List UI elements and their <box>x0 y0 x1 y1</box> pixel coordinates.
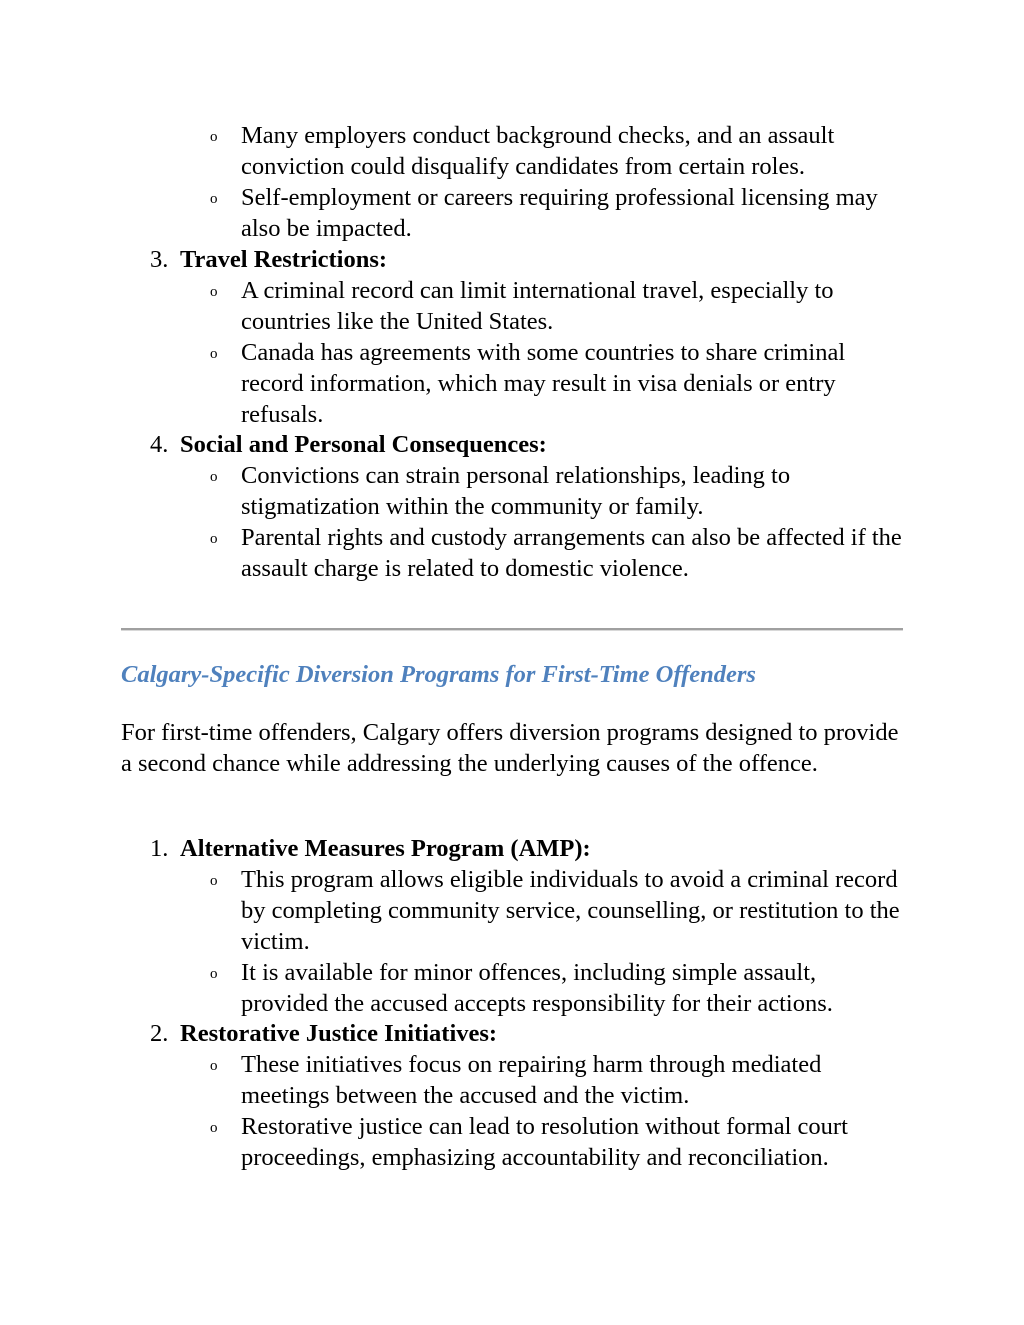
list-item <box>0 1111 906 1173</box>
list-item <box>0 957 906 1019</box>
continued-bullet-list <box>0 120 906 244</box>
item-title: Alternative Measures Program (AMP): <box>180 835 591 862</box>
circle-bullet-icon: o <box>210 966 218 982</box>
item-title: Restorative Justice Initiatives: <box>180 1020 498 1047</box>
numbered-item-travel-restrictions <box>150 244 387 275</box>
item-number: 2. <box>150 1020 169 1047</box>
restorative-bullet-list <box>0 1049 906 1173</box>
item-number: 3. <box>150 246 169 273</box>
circle-bullet-icon: o <box>210 129 218 145</box>
travel-bullet-list <box>0 275 906 430</box>
bullet-text: These initiatives focus on repairing harm through mediated meetings between the accused and the victim. <box>241 1051 822 1109</box>
bullet-text: This program allows eligible individuals to avoid a criminal record by completing community service, counselling, or restitution to the victim. <box>241 866 900 955</box>
item-title: Travel Restrictions: <box>180 246 388 273</box>
item-number: 4. <box>150 431 169 458</box>
numbered-item-restorative-justice <box>150 1018 497 1049</box>
list-item <box>0 275 906 337</box>
circle-bullet-icon: o <box>210 346 218 362</box>
bullet-text: Restorative justice can lead to resolution without formal court proceedings, emphasizing accountability and reconciliation. <box>241 1113 848 1171</box>
circle-bullet-icon: o <box>210 531 218 547</box>
section-heading: Calgary-Specific Diversion Programs for First-Time Offenders <box>121 661 756 688</box>
list-item <box>0 1049 906 1111</box>
horizontal-divider <box>121 628 903 631</box>
bullet-text: Convictions can strain personal relationships, leading to stigmatization within the community or family. <box>241 462 791 520</box>
item-title: Social and Personal Consequences: <box>180 431 547 458</box>
bullet-text: Canada has agreements with some countries to share criminal record information, which may result in visa denials or entry refusals. <box>241 339 846 428</box>
item-number: 1. <box>150 835 169 862</box>
bullet-text: Many employers conduct background checks, and an assault conviction could disqualify candidates from certain roles. <box>241 122 835 180</box>
amp-bullet-list <box>0 864 906 1019</box>
bullet-text: Parental rights and custody arrangements can also be affected if the assault charge is related to domestic violence. <box>241 524 902 582</box>
circle-bullet-icon: o <box>210 191 218 207</box>
circle-bullet-icon: o <box>210 1058 218 1074</box>
list-item <box>0 120 906 182</box>
social-bullet-list <box>0 460 906 584</box>
intro-paragraph: For first-time offenders, Calgary offers diversion programs designed to provide a second chance while addressing the underlying causes of the offence. <box>121 719 899 777</box>
circle-bullet-icon: o <box>210 1120 218 1136</box>
list-item <box>0 864 906 957</box>
circle-bullet-icon: o <box>210 469 218 485</box>
numbered-item-social-consequences <box>150 429 547 460</box>
circle-bullet-icon: o <box>210 284 218 300</box>
numbered-item-amp <box>150 833 591 864</box>
bullet-text: A criminal record can limit international travel, especially to countries like the United States. <box>241 277 834 335</box>
circle-bullet-icon: o <box>210 873 218 889</box>
list-item <box>0 460 906 522</box>
bullet-text: It is available for minor offences, including simple assault, provided the accused accepts responsibility for their actions. <box>241 959 833 1017</box>
list-item <box>0 522 906 584</box>
list-item <box>0 182 906 244</box>
bullet-text: Self-employment or careers requiring professional licensing may also be impacted. <box>241 184 878 242</box>
list-item <box>0 337 906 430</box>
